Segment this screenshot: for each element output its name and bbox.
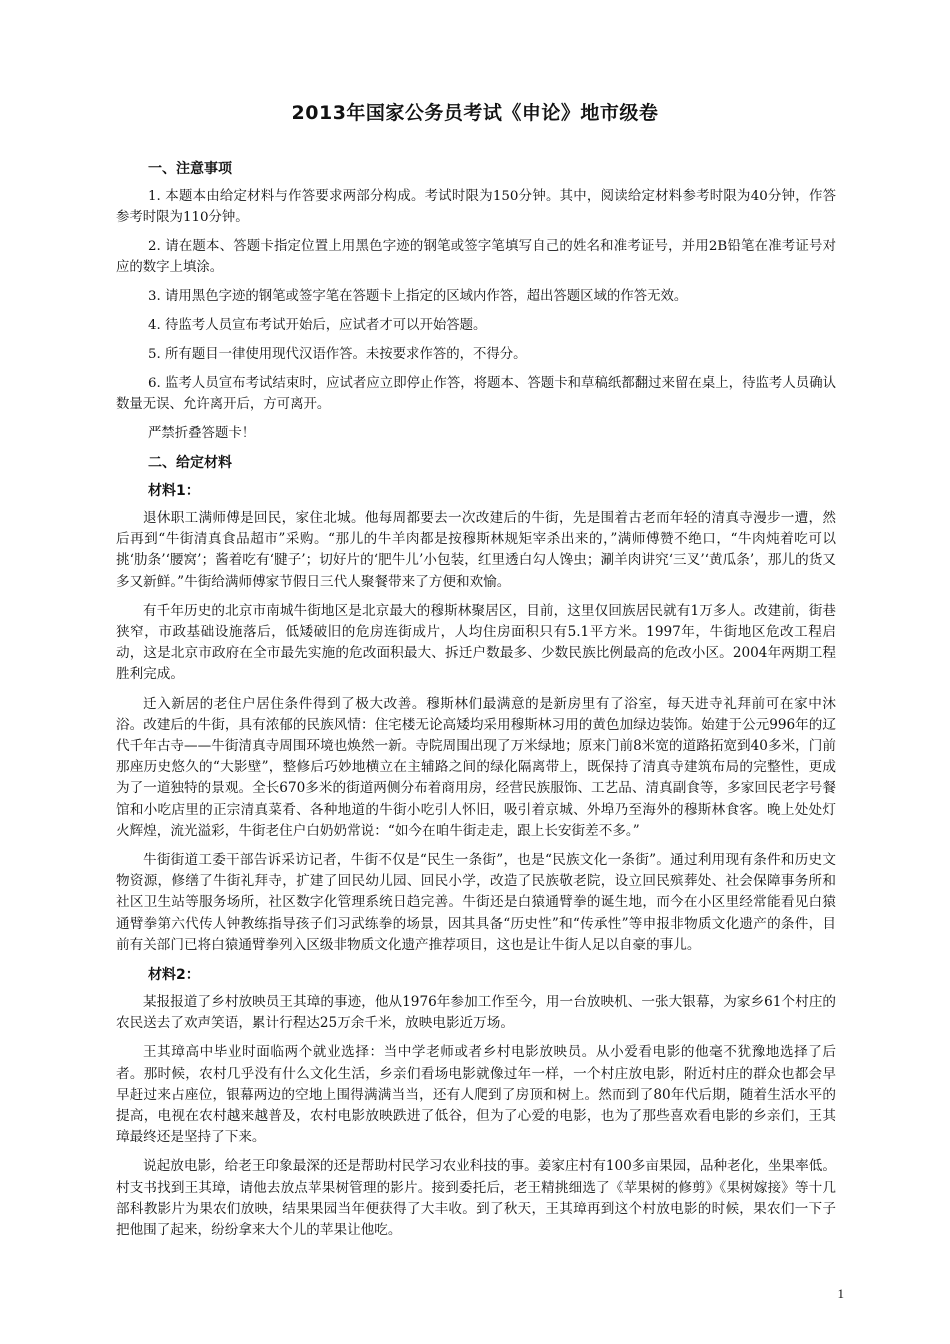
- warning-text: 严禁折叠答题卡！: [148, 426, 256, 441]
- section-heading-notes: 一、注意事项: [148, 161, 232, 177]
- note-item-4: 4. 待监考人员宣布考试开始后，应试者才可以开始答题。: [148, 318, 487, 333]
- material-2-paragraph: 王其璋高中毕业时面临两个就业选择：当中学老师或者乡村电影放映员。从小爱看电影的他毫不犹豫地选择了后者。那时候，农村几乎没有什么文化生活，乡亲们看场电影就像过年一样，一个村庄放电影，附近村庄的群众也都会早早赶过来占座位，银幕两边的空地上围得满满当当，还有人爬到了房顶和树上。然而到了80年代后期，随着生活水平的提高，电视在农村越来越普及，农村电影放映跌进了低谷，但为了心爱的电影，也为了那些喜欢看电影的乡亲们，王其璋最终还是坚持了下来。: [116, 1044, 836, 1146]
- note-item-6: 6. 监考人员宣布考试结束时，应试者应立即停止作答，将题本、答题卡和草稿纸都翻过来留在桌上，待监考人员确认数量无误、允许离开后，方可离开。: [116, 376, 836, 412]
- material-2-paragraph: 说起放电影，给老王印象最深的还是帮助村民学习农业科技的事。姜家庄村有100多亩果园，品种老化，坐果率低。村支书找到王其璋，请他去放点苹果树管理的影片。接到委托后，老王精挑细选了《苹果树的修剪》《果树嫁接》等十几部科教影片为果农们放映，结果果园当年便获得了大丰收。到了秋天，王其璋再到这个村放电影的时候，果农们一下子把他围了起来，纷纷拿来大个儿的苹果让他吃。: [116, 1158, 836, 1239]
- note-item-2: 2. 请在题本、答题卡指定位置上用黑色字迹的钢笔或签字笔填写自己的姓名和准考证号，并用2B铅笔在准考证号对应的数字上填涂。: [116, 239, 836, 275]
- material-1-paragraph: 迁入新居的老住户居住条件得到了极大改善。穆斯林们最满意的是新房里有了浴室，每天进寺礼拜前可在家中沐浴。改建后的牛街，具有浓郁的民族风情：住宅楼无论高矮均采用穆斯林习用的黄色加绿边装饰。始建于公元996年的辽代千年古寺——牛街清真寺周围环境也焕然一新。寺院周围出现了万米绿地；原来门前8米宽的道路拓宽到40多米，门前那座历史悠久的“大影壁”，整修后巧妙地横立在主辅路之间的绿化隔离带上，既保持了清真寺建筑布局的完整性，更成为了一道独特的景观。全长670多米的街道两侧分布着商用房，经营民族服饰、工艺品、清真副食等，多家回民老字号餐馆和小吃店里的正宗清真菜肴、各种地道的牛街小吃引人怀旧，吸引着京城、外埠乃至海外的穆斯林食客。晚上处处灯火辉煌，流光溢彩，牛街老住户白奶奶常说：“如今在咱牛街走走，跟上长安街差不多。”: [116, 695, 836, 839]
- material-2-heading: 材料2：: [148, 967, 200, 984]
- material-2-paragraph: 某报报道了乡村放映员王其璋的事迹，他从1976年参加工作至今，用一台放映机、一张大银幕，为家乡61个村庄的农民送去了欢声笑语，累计行程达25万余千米，放映电影近万场。: [116, 994, 836, 1032]
- material-1-paragraph: 有千年历史的北京市南城牛街地区是北京最大的穆斯林聚居区，目前，这里仅回族居民就有1万多人。改建前，街巷狭窄，市政基础设施落后，低矮破旧的危房连街成片，人均住房面积只有5.1平方米。1997年，牛街地区危改工程启动，这是北京市政府在全市最先实施的危改面积最大、拆迁户数最多、少数民族比例最高的危改小区。2004年两期工程胜利完成。: [116, 602, 836, 683]
- note-item-1: 1. 本题本由给定材料与作答要求两部分构成。考试时限为150分钟。其中，阅读给定材料参考时限为40分钟，作答参考时限为110分钟。: [116, 189, 836, 225]
- material-1-paragraph: 退休职工满师傅是回民，家住北城。他每周都要去一次改建后的牛街，先是围着古老而年轻的清真寺漫步一遭，然后再到“牛街清真食品超市”采购。“那儿的牛羊肉都是按穆斯林规矩宰杀出来的，”满师傅赞不绝口，“牛肉炖着吃可以挑‘肋条’‘腰窝’；酱着吃有‘腱子’；切好片的‘肥牛儿’小包装，红里透白勾人馋虫；涮羊肉讲究‘三叉’‘黄瓜条’，那儿的货又多又新鲜。”牛街给满师傅家节假日三代人聚餐带来了方便和欢愉。: [116, 510, 836, 590]
- material-1-heading: 材料1：: [148, 483, 200, 499]
- document-body: [116, 158, 836, 1249]
- page-number: 1: [837, 1286, 844, 1301]
- note-item-5: 5. 所有题目一律使用现代汉语作答。未按要求作答的，不得分。: [148, 347, 527, 362]
- section-heading-materials: 二、给定材料: [148, 455, 232, 471]
- material-1-paragraph: 牛街街道工委干部告诉采访记者，牛街不仅是“民生一条街”，也是“民族文化一条街”。通过利用现有条件和历史文物资源，修缮了牛街礼拜寺，扩建了回民幼儿园、回民小学，改造了民族敬老院，设立回民殡葬处、社会保障事务所和社区卫生站等服务场所，社区数字化管理系统日趋完善。牛街还是白猿通臂拳的诞生地，而今在小区里经常能看见白猿通臂拳第六代传人钟教练指导孩子们习武练拳的场景，因其具备“历史性”和“传承性”等申报非物质文化遗产的条件，目前有关部门已将白猿通臂拳列入区级非物质文化遗产推荐项目，这也是让牛街人足以自豪的事儿。: [116, 852, 836, 953]
- note-item-3: 3. 请用黑色字迹的钢笔或签字笔在答题卡上指定的区域内作答，超出答题区域的作答无效。: [148, 289, 688, 304]
- document-title: 2013年国家公务员考试《申论》地市级卷: [291, 102, 659, 124]
